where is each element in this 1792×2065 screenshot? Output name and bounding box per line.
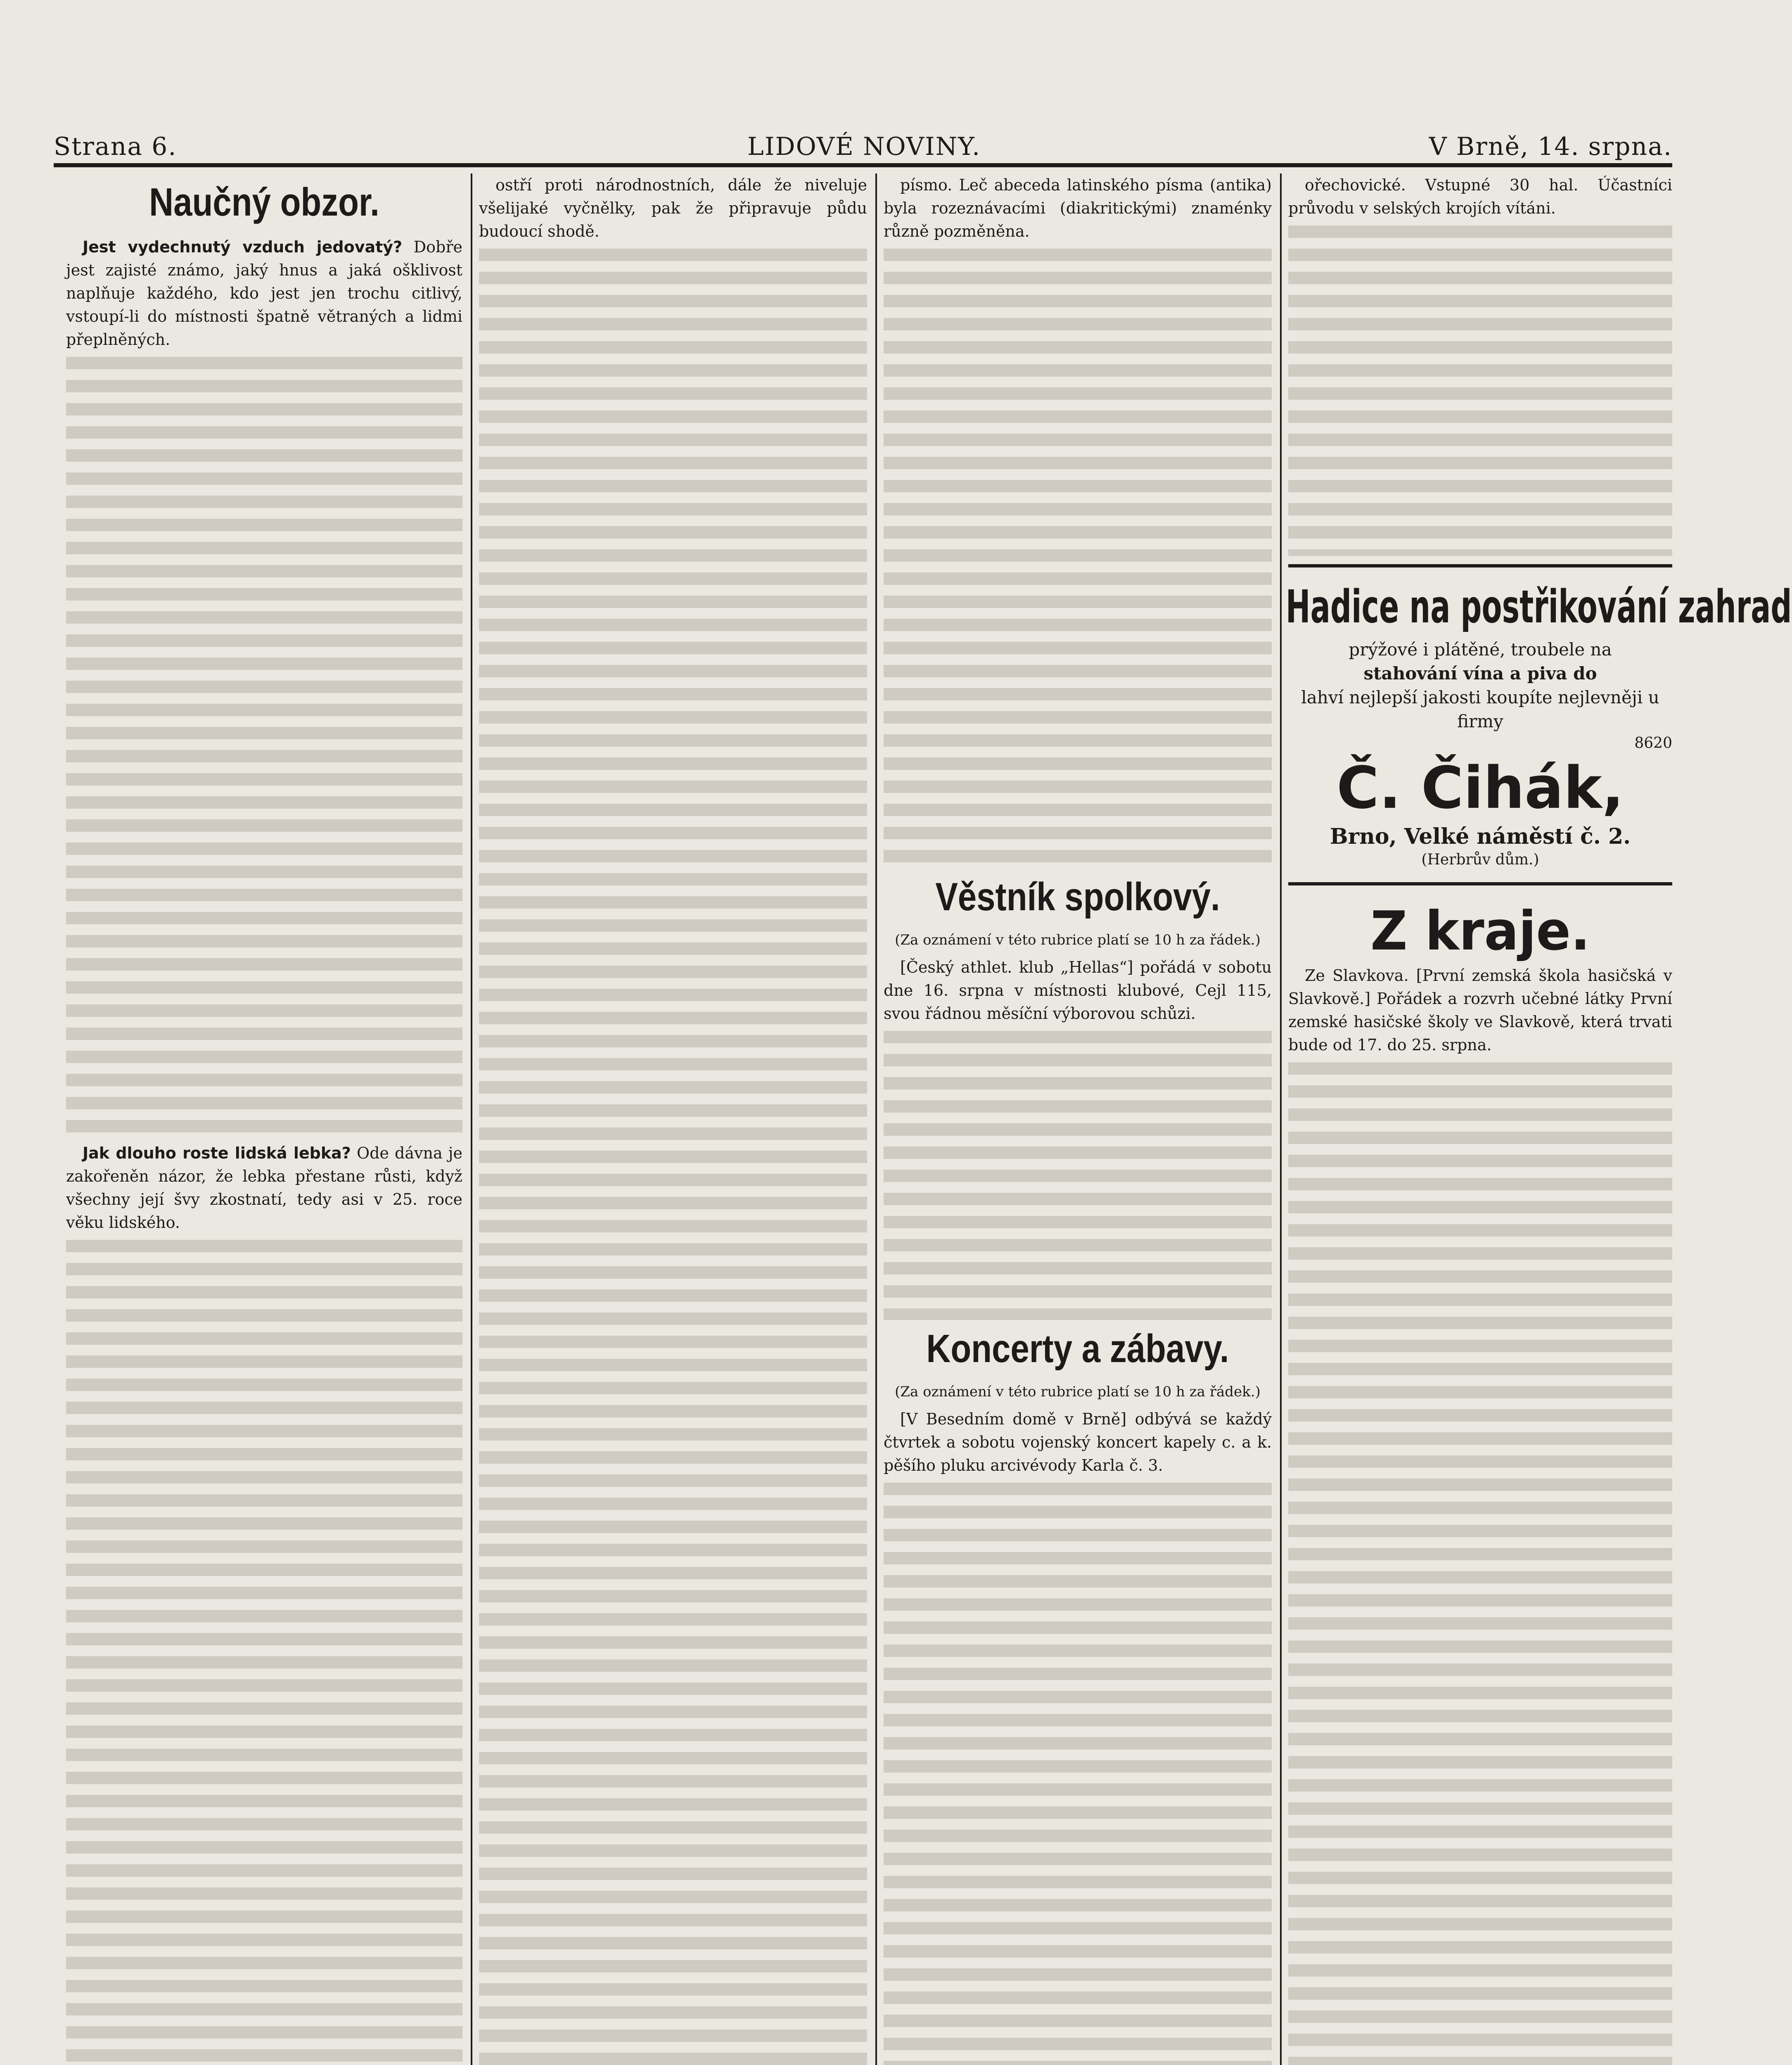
- article-text: ostří proti národnostních, dále že niveluje všelijaké vyčnělky, pak že připravuje půdu budoucí shodě.: [479, 176, 867, 240]
- article-heading: Jak dlouho roste lidská lebka?: [83, 1144, 351, 1162]
- text-block: [884, 1483, 1272, 2065]
- page-number: Strana 6.: [54, 132, 177, 161]
- article-heading: Jest vydechnutý vzduch jedovatý?: [83, 238, 403, 256]
- article-text: Dobře jest zajisté známo, jaký hnus a jaká ošklivost naplňuje každého, kdo jest jen trochu citlivý, vstoupí-li do místnosti špatně větraných a lidmi přeplněných.: [66, 238, 462, 349]
- article-text: písmo. Leč abeceda latinského písma (antika) byla rozeznávacími (diakritickými) znaménky různě pozměněna.: [884, 176, 1272, 240]
- advertisement: [1285, 564, 1792, 885]
- article-text: [V Besedním domě v Brně] odbývá se každý čtvrtek a sobotu vojenský koncert kapely c. a k. pěšího pluku arcivévody Karla č. 3.: [884, 1410, 1272, 1474]
- text-block: [1288, 225, 1672, 556]
- ad-building: (Herbrův dům.): [1421, 851, 1539, 868]
- column-1: [66, 173, 462, 2065]
- ad-text: stahování vína a piva do: [1363, 663, 1597, 684]
- section-title-z-kraje: Z kraje.: [1370, 900, 1590, 962]
- rubric-note: (Za oznámení v této rubrice platí se 10 h za řádek.): [895, 932, 1261, 948]
- text-block: [1288, 1062, 1672, 2065]
- column-2: [479, 173, 867, 2065]
- column-3: [884, 173, 1272, 2065]
- issue-date: V Brně, 14. srpna.: [1429, 132, 1672, 161]
- section-title-naucny-obzor: Naučný obzor.: [149, 180, 379, 224]
- column-rule: [875, 173, 877, 2065]
- section-title-vestnik: Věstník spolkový.: [935, 875, 1220, 919]
- column-4: [1285, 173, 1792, 2065]
- ad-number: 8620: [1634, 735, 1672, 752]
- section-title-koncerty: Koncerty a zábavy.: [926, 1327, 1229, 1371]
- column-rule: [471, 173, 472, 2065]
- ad-text: prýžové i plátěné, troubele na: [1349, 639, 1612, 660]
- article-text: ořechovické. Vstupné 30 hal. Účastníci průvodu v selských krojích vítáni.: [1288, 176, 1672, 217]
- text-block: [479, 249, 867, 2065]
- ad-address: Brno, Velké náměstí č. 2.: [1330, 824, 1631, 849]
- ad-headline: Hadice na postřikování zahrad: [1285, 580, 1792, 633]
- header-rule: [54, 163, 1672, 167]
- text-block: [66, 357, 462, 1142]
- ad-text: lahví nejlepší jakosti koupíte nejlevněji u firmy: [1301, 687, 1659, 731]
- text-block: [66, 1240, 462, 2065]
- article-text: Ode dávna je zakořeněn názor, že lebka přestane růsti, když všechny její švy zkostnatí, tedy asi v 25. roce věku lidského.: [66, 1144, 462, 1232]
- column-rule: [1280, 173, 1282, 2065]
- text-block: [884, 1031, 1272, 1320]
- article-paragraph: [66, 1142, 462, 1234]
- running-head: [54, 124, 1672, 169]
- article-text: Ze Slavkova. [První zemská škola hasičská v Slavkově.] Pořádek a rozvrh učebné látky První zemské hasičské školy ve Slavkově, která trvati bude od 17. do 25. srpna.: [1288, 966, 1672, 1054]
- newspaper-title: LIDOVÉ NOVINY.: [747, 132, 981, 161]
- rubric-note: (Za oznámení v této rubrice platí se 10 h za řádek.): [895, 1384, 1261, 1400]
- article-paragraph: [66, 235, 462, 351]
- text-block: [884, 249, 1272, 868]
- article-text: [Český athlet. klub „Hellas“] pořádá v sobotu dne 16. srpna v místnosti klubové, Cejl 115, svou řádnou měsíční výborovou schůzi.: [884, 958, 1272, 1023]
- ad-firm-name: Č. Čihák,: [1337, 755, 1624, 822]
